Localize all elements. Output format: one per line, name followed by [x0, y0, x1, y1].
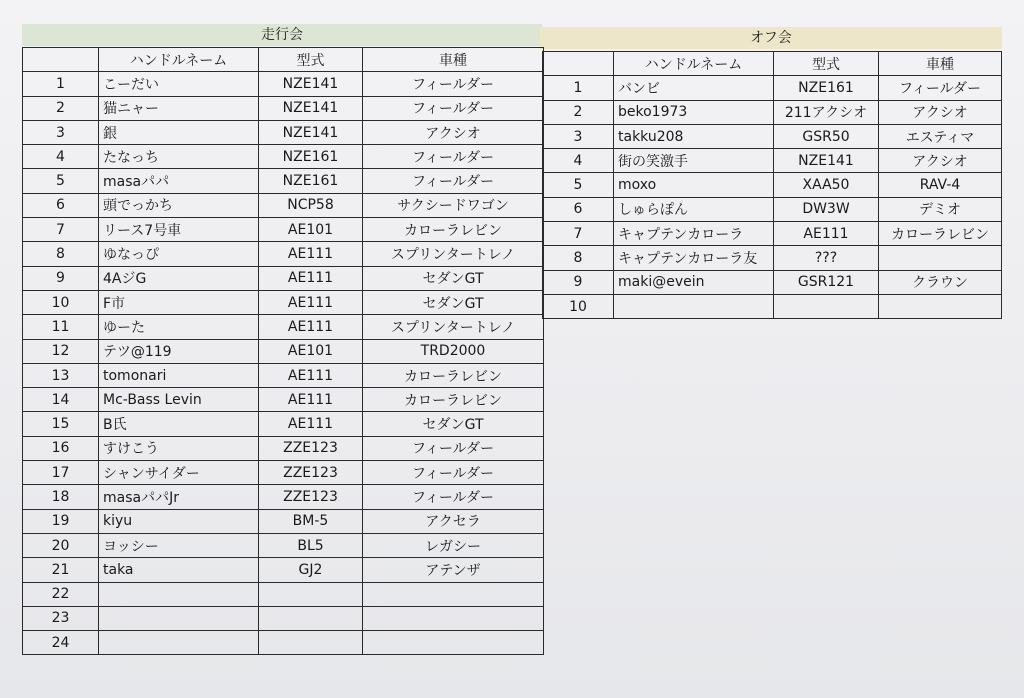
cell-number: 2 — [543, 100, 614, 124]
cell-handle-name: takku208 — [614, 124, 774, 148]
cell-number: 8 — [543, 246, 614, 270]
cell-car-model: セダンGT — [363, 412, 544, 436]
cell-model-code: ZZE123 — [259, 436, 363, 460]
cell-car-model: フィールダー — [879, 76, 1002, 100]
run-table-body — [23, 72, 544, 655]
cell-handle-name — [99, 631, 259, 655]
cell-model-code: AE111 — [259, 388, 363, 412]
cell-car-model: スプリンタートレノ — [363, 242, 544, 266]
table-row — [23, 558, 544, 582]
cell-number: 3 — [23, 120, 99, 144]
cell-number: 4 — [543, 149, 614, 173]
cell-handle-name: ゆなっぴ — [99, 242, 259, 266]
cell-handle-name: テツ@119 — [99, 339, 259, 363]
table-row — [543, 149, 1002, 173]
cell-model-code: XAA50 — [774, 173, 879, 197]
cell-car-model: アクシオ — [879, 100, 1002, 124]
cell-handle-name — [99, 582, 259, 606]
cell-model-code — [259, 582, 363, 606]
cell-handle-name: F市 — [99, 290, 259, 314]
cell-handle-name: シャンサイダー — [99, 461, 259, 485]
header-handle-name: ハンドルネーム — [614, 52, 774, 76]
header-car-model: 車種 — [363, 48, 544, 72]
cell-model-code: AE111 — [259, 412, 363, 436]
table-row — [23, 193, 544, 217]
cell-car-model: RAV-4 — [879, 173, 1002, 197]
cell-handle-name: リース7号車 — [99, 218, 259, 242]
cell-number: 2 — [23, 96, 99, 120]
cell-number: 1 — [543, 76, 614, 100]
cell-car-model: フィールダー — [363, 461, 544, 485]
cell-model-code: GSR50 — [774, 124, 879, 148]
cell-handle-name: 4AジG — [99, 266, 259, 290]
cell-handle-name: B氏 — [99, 412, 259, 436]
cell-model-code: AE111 — [259, 290, 363, 314]
cell-handle-name: masaパパJr — [99, 485, 259, 509]
cell-car-model: セダンGT — [363, 290, 544, 314]
table-row — [543, 173, 1002, 197]
cell-car-model — [879, 246, 1002, 270]
table-row — [23, 582, 544, 606]
cell-model-code: AE111 — [259, 363, 363, 387]
cell-model-code — [774, 294, 879, 318]
cell-handle-name: maki@evein — [614, 270, 774, 294]
cell-car-model: エスティマ — [879, 124, 1002, 148]
cell-number: 12 — [23, 339, 99, 363]
cell-number: 22 — [23, 582, 99, 606]
table-row — [23, 509, 544, 533]
cell-number: 9 — [543, 270, 614, 294]
cell-car-model: アテンザ — [363, 558, 544, 582]
table-row — [23, 339, 544, 363]
cell-model-code: ??? — [774, 246, 879, 270]
cell-number: 18 — [23, 485, 99, 509]
cell-model-code: NZE141 — [774, 149, 879, 173]
cell-handle-name: キャプテンカローラ — [614, 222, 774, 246]
cell-number: 20 — [23, 533, 99, 557]
cell-number: 24 — [23, 631, 99, 655]
cell-model-code: ZZE123 — [259, 461, 363, 485]
table-row — [543, 246, 1002, 270]
cell-handle-name: たなっち — [99, 145, 259, 169]
cell-handle-name: 街の笑激手 — [614, 149, 774, 173]
cell-number: 19 — [23, 509, 99, 533]
cell-car-model: フィールダー — [363, 485, 544, 509]
cell-number: 7 — [23, 218, 99, 242]
cell-number: 5 — [543, 173, 614, 197]
cell-model-code: BL5 — [259, 533, 363, 557]
table-row — [23, 436, 544, 460]
cell-model-code: NZE141 — [259, 72, 363, 96]
table-row — [23, 96, 544, 120]
cell-handle-name: 銀 — [99, 120, 259, 144]
cell-car-model — [363, 631, 544, 655]
cell-handle-name: taka — [99, 558, 259, 582]
cell-number: 6 — [543, 197, 614, 221]
cell-number: 10 — [543, 294, 614, 318]
cell-car-model: フィールダー — [363, 169, 544, 193]
cell-number: 14 — [23, 388, 99, 412]
cell-car-model: カローラレビン — [363, 218, 544, 242]
table-row — [23, 388, 544, 412]
cell-model-code: NZE141 — [259, 96, 363, 120]
table-header-row — [23, 48, 544, 72]
cell-handle-name: こーだい — [99, 72, 259, 96]
cell-handle-name: kiyu — [99, 509, 259, 533]
table-row — [23, 242, 544, 266]
table-row — [23, 120, 544, 144]
cell-model-code — [259, 606, 363, 630]
cell-handle-name: ヨッシー — [99, 533, 259, 557]
cell-car-model: アクシオ — [879, 149, 1002, 173]
cell-number: 11 — [23, 315, 99, 339]
cell-model-code: AE111 — [259, 315, 363, 339]
run-table — [22, 47, 544, 655]
table-row — [23, 485, 544, 509]
cell-model-code: AE111 — [259, 242, 363, 266]
cell-model-code: AE101 — [259, 218, 363, 242]
cell-handle-name: キャプテンカローラ友 — [614, 246, 774, 270]
cell-car-model: レガシー — [363, 533, 544, 557]
cell-number: 4 — [23, 145, 99, 169]
header-model-code: 型式 — [774, 52, 879, 76]
table-row — [23, 363, 544, 387]
table-row — [23, 169, 544, 193]
cell-handle-name: Mc-Bass Levin — [99, 388, 259, 412]
table-row — [23, 145, 544, 169]
cell-model-code: 211アクシオ — [774, 100, 879, 124]
cell-number: 6 — [23, 193, 99, 217]
cell-model-code: AE111 — [259, 266, 363, 290]
cell-handle-name: 頭でっかち — [99, 193, 259, 217]
cell-handle-name: masaパパ — [99, 169, 259, 193]
section-title-off: オフ会 — [540, 27, 1002, 49]
cell-handle-name: すけこう — [99, 436, 259, 460]
table-row — [23, 218, 544, 242]
cell-car-model — [363, 582, 544, 606]
cell-model-code: NZE161 — [259, 145, 363, 169]
cell-car-model: カローラレビン — [879, 222, 1002, 246]
cell-number: 23 — [23, 606, 99, 630]
header-car-model: 車種 — [879, 52, 1002, 76]
cell-handle-name: beko1973 — [614, 100, 774, 124]
cell-car-model: フィールダー — [363, 436, 544, 460]
cell-model-code: ZZE123 — [259, 485, 363, 509]
cell-car-model: カローラレビン — [363, 388, 544, 412]
cell-car-model: スプリンタートレノ — [363, 315, 544, 339]
cell-number: 1 — [23, 72, 99, 96]
section-title-run: 走行会 — [22, 24, 542, 46]
cell-car-model: デミオ — [879, 197, 1002, 221]
cell-number: 15 — [23, 412, 99, 436]
cell-number: 10 — [23, 290, 99, 314]
cell-number: 17 — [23, 461, 99, 485]
cell-number: 16 — [23, 436, 99, 460]
table-row — [23, 533, 544, 557]
cell-number: 9 — [23, 266, 99, 290]
cell-model-code: NZE141 — [259, 120, 363, 144]
cell-model-code: AE101 — [259, 339, 363, 363]
cell-car-model — [363, 606, 544, 630]
cell-car-model: TRD2000 — [363, 339, 544, 363]
cell-car-model: フィールダー — [363, 96, 544, 120]
cell-number: 3 — [543, 124, 614, 148]
table-row — [23, 72, 544, 96]
table-row — [23, 461, 544, 485]
cell-number: 13 — [23, 363, 99, 387]
cell-model-code: NZE161 — [774, 76, 879, 100]
table-row — [543, 294, 1002, 318]
header-model-code: 型式 — [259, 48, 363, 72]
cell-number: 5 — [23, 169, 99, 193]
cell-car-model: アクセラ — [363, 509, 544, 533]
cell-handle-name — [99, 606, 259, 630]
header-handle-name: ハンドルネーム — [99, 48, 259, 72]
table-row — [543, 222, 1002, 246]
cell-model-code: NCP58 — [259, 193, 363, 217]
cell-model-code: AE111 — [774, 222, 879, 246]
cell-handle-name: ゆーた — [99, 315, 259, 339]
cell-number: 8 — [23, 242, 99, 266]
cell-handle-name: tomonari — [99, 363, 259, 387]
table-row — [543, 270, 1002, 294]
cell-car-model: カローラレビン — [363, 363, 544, 387]
cell-model-code: GSR121 — [774, 270, 879, 294]
cell-car-model: サクシードワゴン — [363, 193, 544, 217]
cell-number: 7 — [543, 222, 614, 246]
off-table-body — [543, 76, 1002, 319]
cell-car-model: フィールダー — [363, 145, 544, 169]
cell-model-code — [259, 631, 363, 655]
cell-model-code: GJ2 — [259, 558, 363, 582]
cell-car-model: セダンGT — [363, 266, 544, 290]
table-row — [23, 606, 544, 630]
cell-car-model: アクシオ — [363, 120, 544, 144]
cell-handle-name: しゅらぽん — [614, 197, 774, 221]
table-row — [23, 315, 544, 339]
cell-car-model: クラウン — [879, 270, 1002, 294]
cell-number: 21 — [23, 558, 99, 582]
header-number — [23, 48, 99, 72]
header-number — [543, 52, 614, 76]
cell-model-code: NZE161 — [259, 169, 363, 193]
table-row — [543, 124, 1002, 148]
cell-handle-name: 猫ニャー — [99, 96, 259, 120]
cell-model-code: BM-5 — [259, 509, 363, 533]
table-row — [543, 76, 1002, 100]
table-header-row — [543, 52, 1002, 76]
cell-car-model — [879, 294, 1002, 318]
cell-handle-name: moxo — [614, 173, 774, 197]
cell-handle-name — [614, 294, 774, 318]
table-row — [543, 100, 1002, 124]
cell-car-model: フィールダー — [363, 72, 544, 96]
table-row — [23, 412, 544, 436]
table-row — [543, 197, 1002, 221]
off-table — [542, 51, 1002, 319]
cell-model-code: DW3W — [774, 197, 879, 221]
table-row — [23, 266, 544, 290]
table-row — [23, 290, 544, 314]
cell-handle-name: バンビ — [614, 76, 774, 100]
table-row — [23, 631, 544, 655]
